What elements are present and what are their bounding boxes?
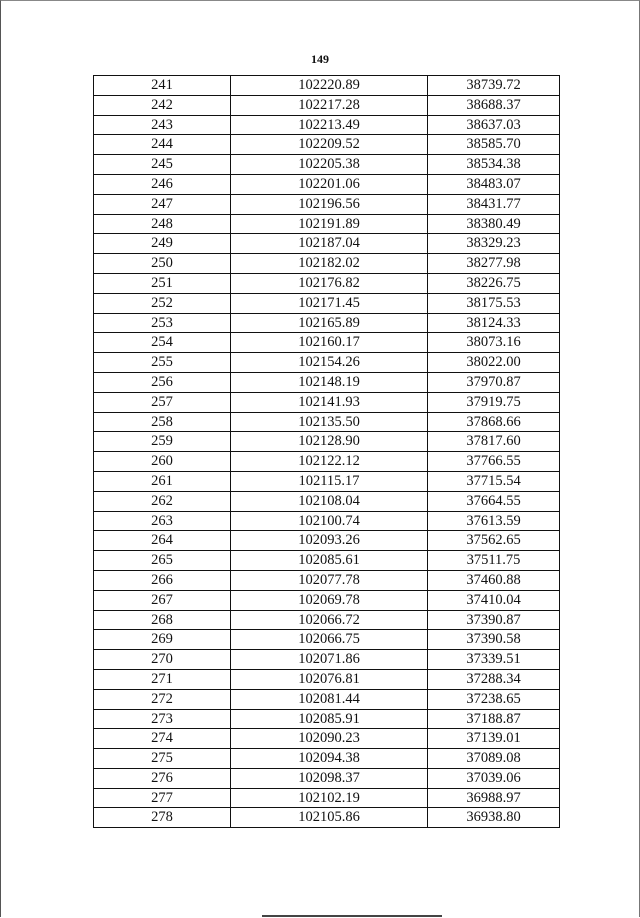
x-coordinate-cell: 102098.37 <box>231 768 428 788</box>
table-row <box>94 729 560 749</box>
bottom-rule <box>262 915 442 917</box>
point-number-cell: 277 <box>94 788 231 808</box>
table-row <box>94 95 560 115</box>
table-row <box>94 590 560 610</box>
x-coordinate-cell: 102094.38 <box>231 749 428 769</box>
y-coordinate-cell: 37766.55 <box>428 452 560 472</box>
y-coordinate-cell: 37410.04 <box>428 590 560 610</box>
coordinate-table-body <box>94 76 560 828</box>
table-row <box>94 788 560 808</box>
y-coordinate-cell: 38483.07 <box>428 174 560 194</box>
y-coordinate-cell: 37817.60 <box>428 432 560 452</box>
y-coordinate-cell: 38688.37 <box>428 95 560 115</box>
x-coordinate-cell: 102105.86 <box>231 808 428 828</box>
y-coordinate-cell: 38124.33 <box>428 313 560 333</box>
point-number-cell: 276 <box>94 768 231 788</box>
point-number-cell: 248 <box>94 214 231 234</box>
table-row <box>94 234 560 254</box>
table-row <box>94 293 560 313</box>
point-number-cell: 243 <box>94 115 231 135</box>
y-coordinate-cell: 37039.06 <box>428 768 560 788</box>
page-number: 149 <box>311 52 329 66</box>
x-coordinate-cell: 102093.26 <box>231 531 428 551</box>
table-row <box>94 372 560 392</box>
point-number-cell: 265 <box>94 551 231 571</box>
x-coordinate-cell: 102066.72 <box>231 610 428 630</box>
point-number-cell: 249 <box>94 234 231 254</box>
y-coordinate-cell: 38073.16 <box>428 333 560 353</box>
point-number-cell: 244 <box>94 135 231 155</box>
x-coordinate-cell: 102209.52 <box>231 135 428 155</box>
y-coordinate-cell: 38175.53 <box>428 293 560 313</box>
point-number-cell: 256 <box>94 372 231 392</box>
x-coordinate-cell: 102135.50 <box>231 412 428 432</box>
x-coordinate-cell: 102077.78 <box>231 570 428 590</box>
y-coordinate-cell: 36938.80 <box>428 808 560 828</box>
point-number-cell: 262 <box>94 491 231 511</box>
x-coordinate-cell: 102102.19 <box>231 788 428 808</box>
y-coordinate-cell: 37970.87 <box>428 372 560 392</box>
x-coordinate-cell: 102076.81 <box>231 669 428 689</box>
x-coordinate-cell: 102205.38 <box>231 155 428 175</box>
x-coordinate-cell: 102182.02 <box>231 254 428 274</box>
y-coordinate-cell: 37562.65 <box>428 531 560 551</box>
point-number-cell: 245 <box>94 155 231 175</box>
coordinate-table <box>93 75 560 828</box>
table-row <box>94 76 560 96</box>
x-coordinate-cell: 102201.06 <box>231 174 428 194</box>
table-row <box>94 135 560 155</box>
table-row <box>94 214 560 234</box>
table-row <box>94 432 560 452</box>
table-row <box>94 650 560 670</box>
x-coordinate-cell: 102100.74 <box>231 511 428 531</box>
point-number-cell: 278 <box>94 808 231 828</box>
y-coordinate-cell: 37188.87 <box>428 709 560 729</box>
y-coordinate-cell: 37460.88 <box>428 570 560 590</box>
y-coordinate-cell: 38329.23 <box>428 234 560 254</box>
table-row <box>94 353 560 373</box>
y-coordinate-cell: 37664.55 <box>428 491 560 511</box>
table-row <box>94 313 560 333</box>
y-coordinate-cell: 37089.08 <box>428 749 560 769</box>
point-number-cell: 260 <box>94 452 231 472</box>
table-row <box>94 471 560 491</box>
y-coordinate-cell: 36988.97 <box>428 788 560 808</box>
point-number-cell: 257 <box>94 392 231 412</box>
table-row <box>94 749 560 769</box>
y-coordinate-cell: 38739.72 <box>428 76 560 96</box>
x-coordinate-cell: 102069.78 <box>231 590 428 610</box>
point-number-cell: 267 <box>94 590 231 610</box>
table-row <box>94 333 560 353</box>
table-row <box>94 273 560 293</box>
y-coordinate-cell: 38380.49 <box>428 214 560 234</box>
y-coordinate-cell: 37339.51 <box>428 650 560 670</box>
x-coordinate-cell: 102154.26 <box>231 353 428 373</box>
x-coordinate-cell: 102165.89 <box>231 313 428 333</box>
point-number-cell: 259 <box>94 432 231 452</box>
x-coordinate-cell: 102148.19 <box>231 372 428 392</box>
x-coordinate-cell: 102090.23 <box>231 729 428 749</box>
x-coordinate-cell: 102171.45 <box>231 293 428 313</box>
x-coordinate-cell: 102128.90 <box>231 432 428 452</box>
y-coordinate-cell: 37390.87 <box>428 610 560 630</box>
point-number-cell: 268 <box>94 610 231 630</box>
x-coordinate-cell: 102066.75 <box>231 630 428 650</box>
point-number-cell: 263 <box>94 511 231 531</box>
table-row <box>94 155 560 175</box>
point-number-cell: 250 <box>94 254 231 274</box>
point-number-cell: 247 <box>94 194 231 214</box>
y-coordinate-cell: 37715.54 <box>428 471 560 491</box>
point-number-cell: 255 <box>94 353 231 373</box>
point-number-cell: 269 <box>94 630 231 650</box>
table-row <box>94 768 560 788</box>
table-row <box>94 115 560 135</box>
table-row <box>94 570 560 590</box>
table-row <box>94 689 560 709</box>
table-row <box>94 669 560 689</box>
point-number-cell: 253 <box>94 313 231 333</box>
table-row <box>94 392 560 412</box>
point-number-cell: 264 <box>94 531 231 551</box>
table-row <box>94 452 560 472</box>
table-row <box>94 531 560 551</box>
x-coordinate-cell: 102187.04 <box>231 234 428 254</box>
y-coordinate-cell: 38585.70 <box>428 135 560 155</box>
x-coordinate-cell: 102176.82 <box>231 273 428 293</box>
y-coordinate-cell: 38226.75 <box>428 273 560 293</box>
table-row <box>94 491 560 511</box>
table-row <box>94 709 560 729</box>
point-number-cell: 254 <box>94 333 231 353</box>
point-number-cell: 271 <box>94 669 231 689</box>
point-number-cell: 252 <box>94 293 231 313</box>
point-number-cell: 242 <box>94 95 231 115</box>
y-coordinate-cell: 37139.01 <box>428 729 560 749</box>
y-coordinate-cell: 37288.34 <box>428 669 560 689</box>
y-coordinate-cell: 37613.59 <box>428 511 560 531</box>
point-number-cell: 275 <box>94 749 231 769</box>
x-coordinate-cell: 102191.89 <box>231 214 428 234</box>
point-number-cell: 246 <box>94 174 231 194</box>
point-number-cell: 274 <box>94 729 231 749</box>
x-coordinate-cell: 102115.17 <box>231 471 428 491</box>
table-row <box>94 174 560 194</box>
x-coordinate-cell: 102196.56 <box>231 194 428 214</box>
y-coordinate-cell: 38277.98 <box>428 254 560 274</box>
x-coordinate-cell: 102160.17 <box>231 333 428 353</box>
y-coordinate-cell: 37238.65 <box>428 689 560 709</box>
x-coordinate-cell: 102085.61 <box>231 551 428 571</box>
point-number-cell: 266 <box>94 570 231 590</box>
point-number-cell: 270 <box>94 650 231 670</box>
point-number-cell: 272 <box>94 689 231 709</box>
y-coordinate-cell: 38431.77 <box>428 194 560 214</box>
x-coordinate-cell: 102081.44 <box>231 689 428 709</box>
table-row <box>94 630 560 650</box>
y-coordinate-cell: 37868.66 <box>428 412 560 432</box>
x-coordinate-cell: 102085.91 <box>231 709 428 729</box>
table-row <box>94 511 560 531</box>
y-coordinate-cell: 38637.03 <box>428 115 560 135</box>
y-coordinate-cell: 37511.75 <box>428 551 560 571</box>
table-row <box>94 610 560 630</box>
table-row <box>94 254 560 274</box>
point-number-cell: 241 <box>94 76 231 96</box>
y-coordinate-cell: 38534.38 <box>428 155 560 175</box>
point-number-cell: 251 <box>94 273 231 293</box>
table-row <box>94 808 560 828</box>
x-coordinate-cell: 102217.28 <box>231 95 428 115</box>
point-number-cell: 273 <box>94 709 231 729</box>
x-coordinate-cell: 102213.49 <box>231 115 428 135</box>
table-row <box>94 194 560 214</box>
y-coordinate-cell: 38022.00 <box>428 353 560 373</box>
y-coordinate-cell: 37919.75 <box>428 392 560 412</box>
y-coordinate-cell: 37390.58 <box>428 630 560 650</box>
table-row <box>94 412 560 432</box>
point-number-cell: 261 <box>94 471 231 491</box>
point-number-cell: 258 <box>94 412 231 432</box>
x-coordinate-cell: 102220.89 <box>231 76 428 96</box>
x-coordinate-cell: 102122.12 <box>231 452 428 472</box>
x-coordinate-cell: 102071.86 <box>231 650 428 670</box>
x-coordinate-cell: 102141.93 <box>231 392 428 412</box>
table-row <box>94 551 560 571</box>
x-coordinate-cell: 102108.04 <box>231 491 428 511</box>
